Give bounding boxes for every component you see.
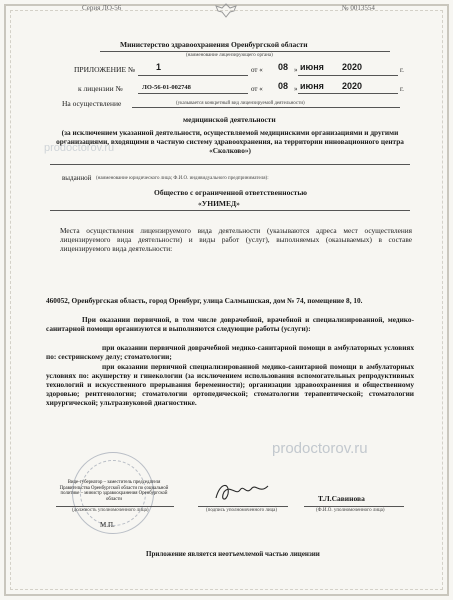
- appendix-number-line: [138, 75, 248, 76]
- activity-label: На осуществление: [62, 99, 122, 108]
- series-label: Серия ЛО-56: [82, 4, 122, 12]
- activity-description: (за исключением указанной деятельности, осуществляемой медицинскими организациями и другими организациями, входящими в частную систему здравоохранения, на территории инновационного центра «Сколково»): [56, 128, 404, 155]
- signature-caption: (подпись уполномоченного лица): [206, 508, 278, 513]
- license-close-quote: »: [294, 85, 298, 93]
- license-label: к лицензии №: [78, 84, 123, 93]
- license-year-suffix: г.: [400, 85, 404, 93]
- places-description: Места осуществления лицензируемого вида деятельности (указываются адреса мест осуществления лицензируемого вида деятельности) и виды работ (услуг), выполняемых (оказываемых) в составе лицензируемого вида деятельности:: [60, 226, 412, 253]
- services-intro: При оказании первичной, в том числе доврачебной, врачебной и специализированной, медико-санитарной помощи организуются и выполняются следующие работы (услуги):: [46, 315, 414, 333]
- license-year: 2020: [342, 81, 363, 91]
- appendix-label: ПРИЛОЖЕНИЕ №: [74, 65, 136, 74]
- appendix-close-quote: »: [294, 66, 298, 74]
- license-day: 08: [278, 81, 289, 91]
- appendix-from: от «: [251, 66, 263, 74]
- stamp-place-label: М.П.: [100, 521, 115, 529]
- signature-line: [198, 506, 288, 507]
- appendix-year: 2020: [342, 62, 363, 72]
- ministry-name: Министерство здравоохранения Оренбургской области: [120, 40, 308, 49]
- appendix-year-suffix: г.: [400, 66, 404, 74]
- activity-underline: [50, 164, 410, 165]
- footer-note: Приложение является неотъемлемой частью лицензии: [146, 550, 320, 558]
- appendix-day: 08: [278, 62, 289, 72]
- signer-position: Вице-губернатор – заместитель председателя Правительства Оренбургской области по социальной политике – министр здравоохранения Оренбургской области: [59, 480, 169, 502]
- signer-name-caption: (Ф.И.О. уполномоченного лица): [316, 508, 385, 513]
- coat-of-arms-icon: [212, 2, 240, 18]
- services-specialized: при оказании первичной специализированной медико-санитарной помощи в амбулаторных условиях по: акушерству и гинекологии (за исключением использования вспомогательных репродуктивных технологий и искусственного прерывания беременности); организации здравоохранения и общественному здоровью; рентгенологии; стоматологии ортопедической; стоматологии терапевтической; стоматологии хирургической; ультразвуковой диагностике.: [46, 362, 414, 407]
- organization-name-line2: «УНИМЕД»: [198, 199, 240, 208]
- license-month: июня: [300, 81, 324, 91]
- license-from: от «: [251, 85, 263, 93]
- signer-name: Т.Л.Савинова: [318, 494, 365, 503]
- appendix-number: 1: [156, 62, 162, 72]
- ministry-underline: [100, 51, 390, 52]
- ministry-caption: (наименование лицензирующего органа): [186, 53, 273, 58]
- activity-title: медицинской деятельности: [183, 115, 276, 124]
- appendix-month: июня: [300, 62, 324, 72]
- signer-position-line: [56, 506, 174, 507]
- organization-underline: [50, 210, 410, 211]
- activity-caption-line: [132, 107, 400, 108]
- issued-caption: (наименование юридического лица; Ф.И.О. индивидуального предпринимателя):: [96, 176, 269, 181]
- watermark-top: prodoctorov.ru: [44, 142, 115, 154]
- signer-name-line: [304, 506, 404, 507]
- license-number: ЛО-56-01-002748: [142, 84, 191, 91]
- services-primary: при оказании первичной доврачебной медико-санитарной помощи в амбулаторных условиях по: сестринскому делу; стоматологии;: [46, 343, 414, 361]
- document-number: № 0013554: [342, 4, 375, 12]
- appendix-date-line: [298, 75, 398, 76]
- watermark-bottom: prodoctorov.ru: [272, 440, 368, 457]
- license-number-line: [138, 93, 248, 94]
- handwritten-signature-icon: [210, 478, 274, 506]
- signer-position-caption: (должность уполномоченного лица): [72, 508, 149, 513]
- activity-caption: (указывается конкретный вид лицензируемой деятельности): [176, 101, 305, 106]
- issued-label: выданной: [62, 174, 92, 182]
- address: 460052, Оренбургская область, город Оренбург, улица Салмышская, дом № 74, помещение 8, 10.: [46, 296, 363, 305]
- organization-name-line1: Общество с ограниченной ответственностью: [154, 188, 308, 197]
- license-date-line: [298, 93, 398, 94]
